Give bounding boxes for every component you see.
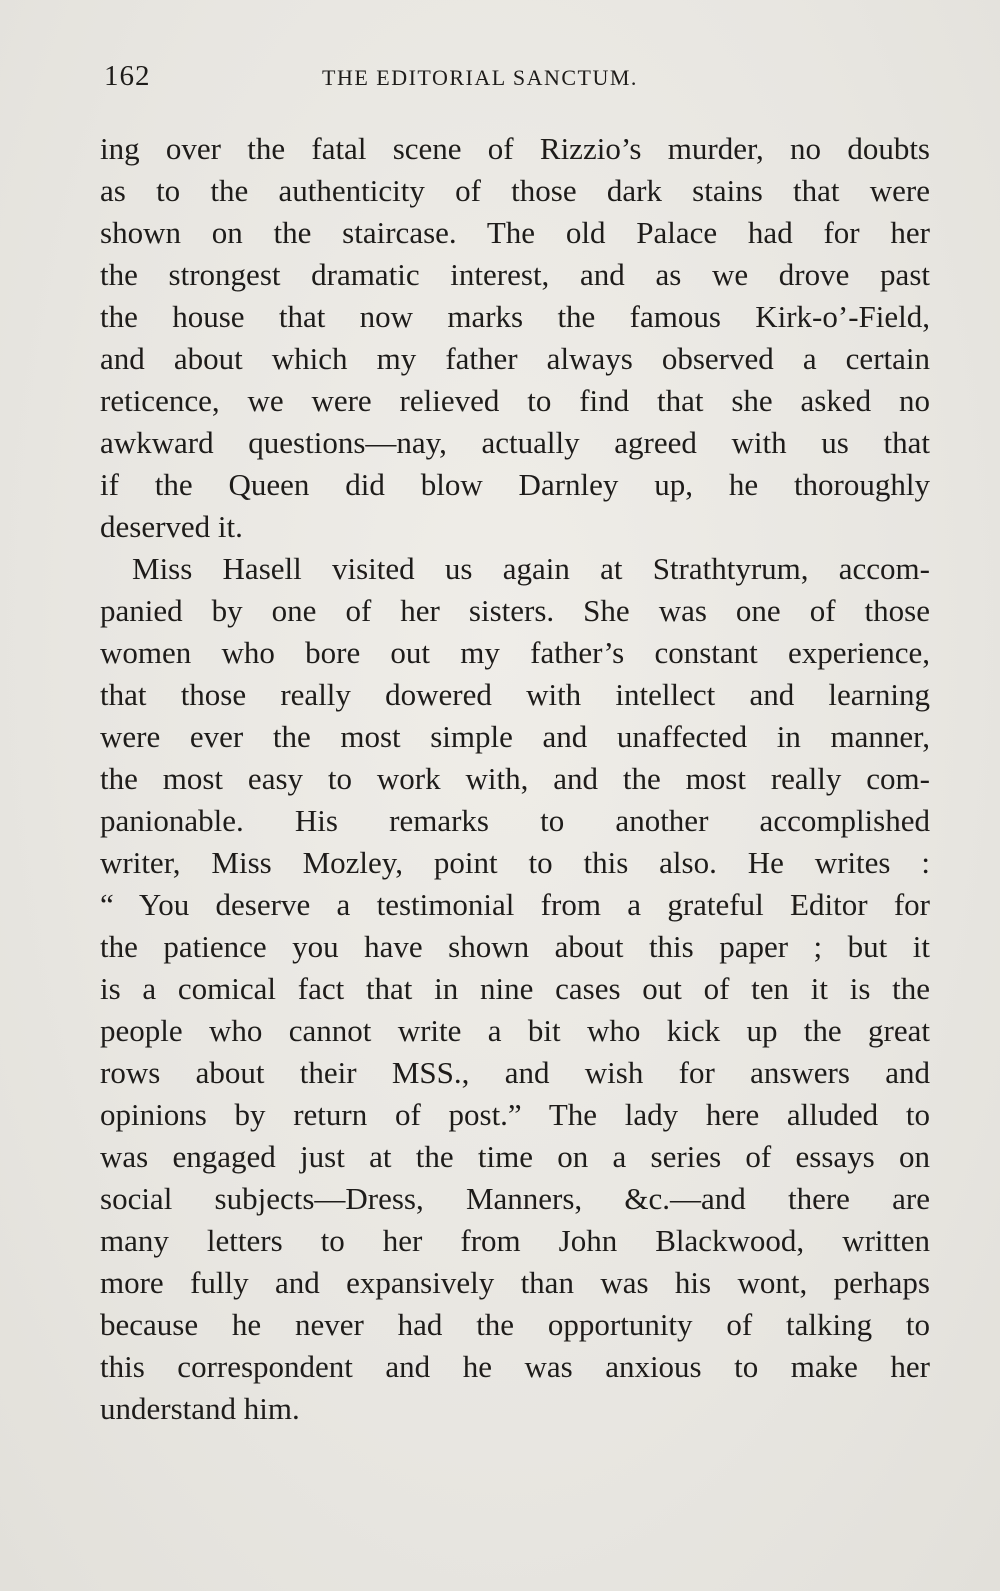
- text-line: that those really dowered with intellect and learning: [100, 677, 930, 712]
- text-line: rows about their MSS., and wish for answers and: [100, 1055, 930, 1090]
- text-line: panionable. His remarks to another accomplished: [100, 803, 930, 838]
- text-line: people who cannot write a bit who kick up the great: [100, 1013, 930, 1048]
- text-line: was engaged just at the time on a series of essays on: [100, 1139, 930, 1174]
- text-line: if the Queen did blow Darnley up, he thoroughly: [100, 467, 930, 502]
- text-line: social subjects—Dress, Manners, &c.—and there are: [100, 1181, 930, 1216]
- running-head: [104, 60, 930, 100]
- text-line: the most easy to work with, and the most really com-: [100, 761, 930, 796]
- page-number: 162: [104, 60, 151, 92]
- text-line: panied by one of her sisters. She was one of those: [100, 593, 930, 628]
- text-line: deserved it.: [100, 509, 243, 544]
- text-line: Miss Hasell visited us again at Strathtyrum, accom-: [132, 551, 930, 586]
- text-line: many letters to her from John Blackwood, written: [100, 1223, 930, 1258]
- text-line: this correspondent and he was anxious to make her: [100, 1349, 930, 1384]
- text-line: awkward questions—nay, actually agreed with us that: [100, 425, 930, 460]
- text-line: is a comical fact that in nine cases out of ten it is the: [100, 971, 930, 1006]
- text-line: understand him.: [100, 1391, 300, 1426]
- text-line: and about which my father always observed a certain: [100, 341, 930, 376]
- text-line: because he never had the opportunity of talking to: [100, 1307, 930, 1342]
- text-line: the strongest dramatic interest, and as we drove past: [100, 257, 930, 292]
- text-line: as to the authenticity of those dark stains that were: [100, 173, 930, 208]
- body-text: [100, 128, 930, 1430]
- paragraph-1: [100, 128, 930, 548]
- text-line: women who bore out my father’s constant experience,: [100, 635, 930, 670]
- text-line: reticence, we were relieved to find that she asked no: [100, 383, 930, 418]
- paragraph-2: [100, 548, 930, 1430]
- running-title: THE EDITORIAL SANCTUM.: [322, 65, 638, 90]
- text-line: writer, Miss Mozley, point to this also. He writes :: [100, 845, 930, 880]
- text-line: “ You deserve a testimonial from a grateful Editor for: [100, 887, 930, 922]
- text-line: opinions by return of post.” The lady here alluded to: [100, 1097, 930, 1132]
- text-line: the patience you have shown about this paper ; but it: [100, 929, 930, 964]
- text-line: shown on the staircase. The old Palace had for her: [100, 215, 930, 250]
- text-line: were ever the most simple and unaffected in manner,: [100, 719, 930, 754]
- text-line: more fully and expansively than was his wont, perhaps: [100, 1265, 930, 1300]
- text-line: the house that now marks the famous Kirk-o’-Field,: [100, 299, 930, 334]
- text-line: ing over the fatal scene of Rizzio’s murder, no doubts: [100, 131, 930, 166]
